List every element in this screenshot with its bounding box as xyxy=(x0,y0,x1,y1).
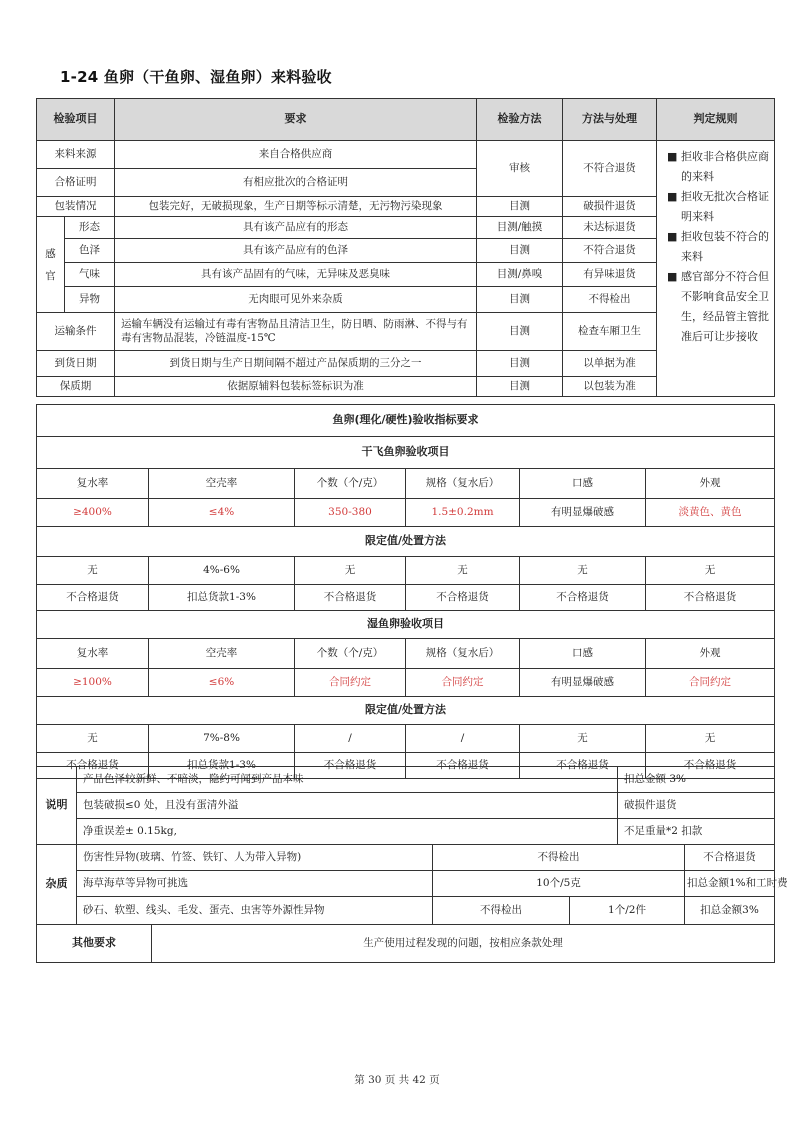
action-value: 扣总货款1-3% xyxy=(149,585,295,611)
method-cell: 目测 xyxy=(477,377,563,397)
standard-value: 有明显爆破感 xyxy=(520,499,646,527)
note-text: 包装破损≤0 处，且没有蛋清外溢 xyxy=(77,793,618,819)
col-header: 口感 xyxy=(520,639,646,669)
action-value: 不合格退货 xyxy=(646,585,775,611)
header-method: 检验方法 xyxy=(477,99,563,141)
limit-value: 无 xyxy=(295,557,406,585)
header-rules: 判定规则 xyxy=(657,99,775,141)
limit-value: 4%-6% xyxy=(149,557,295,585)
method-cell: 目测 xyxy=(477,313,563,351)
method-cell: 目测/触摸 xyxy=(477,217,563,239)
action-value: 不合格退货 xyxy=(520,585,646,611)
col-header: 空壳率 xyxy=(149,639,295,669)
note-action: 破损件退货 xyxy=(618,793,775,819)
col-header: 规格（复水后） xyxy=(406,469,520,499)
impurity-action: 不合格退货 xyxy=(685,845,775,871)
action-value: 不合格退货 xyxy=(520,753,646,779)
standard-value: 合同约定 xyxy=(295,669,406,697)
standard-value: 淡黄色、黄色 xyxy=(646,499,775,527)
impurity-label: 杂质 xyxy=(37,845,77,925)
impurity-text: 砂石、软塑、线头、毛发、蛋壳、虫害等外源性异物 xyxy=(77,897,433,925)
limit-value: 无 xyxy=(520,557,646,585)
note-action: 不足重量*2 扣款 xyxy=(618,819,775,845)
action-value: 不合格退货 xyxy=(37,585,149,611)
other-requirements-label: 其他要求 xyxy=(37,925,152,963)
requirement-cell: 有相应批次的合格证明 xyxy=(115,169,477,197)
notes-label: 说明 xyxy=(37,767,77,845)
limit-title: 限定值/处置方法 xyxy=(37,697,775,725)
handling-cell: 不得检出 xyxy=(563,287,657,313)
sensory-label: 感官 xyxy=(37,217,65,313)
note-action: 扣总金额 3% xyxy=(618,767,775,793)
standard-value: ≤4% xyxy=(149,499,295,527)
handling-cell: 检查车厢卫生 xyxy=(563,313,657,351)
impurity-text: 海草海草等异物可挑选 xyxy=(77,871,433,897)
requirement-cell: 来自合格供应商 xyxy=(115,141,477,169)
col-header: 外观 xyxy=(646,469,775,499)
col-header: 复水率 xyxy=(37,639,149,669)
standard-value: 1.5±0.2mm xyxy=(406,499,520,527)
bullet-icon: ■ xyxy=(667,270,678,283)
impurity-limit: 不得检出 xyxy=(433,897,570,925)
header-requirement: 要求 xyxy=(115,99,477,141)
limit-value: 7%-8% xyxy=(149,725,295,753)
requirement-cell: 无肉眼可见外来杂质 xyxy=(115,287,477,313)
item-label: 保质期 xyxy=(37,377,115,397)
limit-value: / xyxy=(295,725,406,753)
action-value: 不合格退货 xyxy=(295,753,406,779)
action-value: 不合格退货 xyxy=(295,585,406,611)
col-header: 空壳率 xyxy=(149,469,295,499)
page-footer: 第 30 页 共 42 页 xyxy=(354,1074,440,1086)
limit-value: 无 xyxy=(37,557,149,585)
action-value: 不合格退货 xyxy=(406,585,520,611)
document-title: 1-24 鱼卵（干鱼卵、湿鱼卵）来料验收 xyxy=(60,68,332,86)
note-text: 净重误差± 0.15kg, xyxy=(77,819,618,845)
handling-cell: 以单据为准 xyxy=(563,351,657,377)
method-cell: 目测/鼻嗅 xyxy=(477,263,563,287)
requirement-cell: 包装完好，无破损现象，生产日期等标示清楚，无污物污染现象 xyxy=(115,197,477,217)
inspection-table xyxy=(36,98,775,397)
standard-value: ≤6% xyxy=(149,669,295,697)
action-value: 不合格退货 xyxy=(646,753,775,779)
bullet-icon: ■ xyxy=(667,190,678,203)
impurity-limit-secondary: 1个/2件 xyxy=(570,897,685,925)
limit-value: 无 xyxy=(646,725,775,753)
item-label: 气味 xyxy=(65,263,115,287)
limit-value: 无 xyxy=(520,725,646,753)
standard-value: 合同约定 xyxy=(406,669,520,697)
handling-cell: 不符合退货 xyxy=(563,239,657,263)
impurity-action: 扣总金额1%和工时费 xyxy=(685,871,775,897)
handling-cell: 有异味退货 xyxy=(563,263,657,287)
item-label: 来料来源 xyxy=(37,141,115,169)
notes-table xyxy=(36,766,788,963)
other-requirements-text: 生产使用过程发现的问题，按相应条款处理 xyxy=(152,925,775,963)
requirement-cell: 依据原辅料包装标签标识为准 xyxy=(115,377,477,397)
handling-cell: 未达标退货 xyxy=(563,217,657,239)
indicator-table xyxy=(36,404,775,779)
col-header: 个数（个/克） xyxy=(295,469,406,499)
col-header: 规格（复水后） xyxy=(406,639,520,669)
section-title: 鱼卵(理化/硬性)验收指标要求 xyxy=(37,405,775,437)
wet-roe-title: 湿鱼卵验收项目 xyxy=(37,611,775,639)
impurity-text: 伤害性异物(玻璃、竹签、铁钉、人为带入异物) xyxy=(77,845,433,871)
col-header: 个数（个/克） xyxy=(295,639,406,669)
action-value: 不合格退货 xyxy=(37,753,149,779)
handling-cell: 不符合退货 xyxy=(563,141,657,197)
impurity-action: 扣总金额3% xyxy=(685,897,775,925)
col-header: 口感 xyxy=(520,469,646,499)
impurity-limit: 10个/5克 xyxy=(433,871,685,897)
bullet-icon: ■ xyxy=(667,230,678,243)
col-header: 外观 xyxy=(646,639,775,669)
note-text: 产品色泽较新鲜、不暗淡，隐约可闻到产品本味 xyxy=(77,767,618,793)
limit-value: / xyxy=(406,725,520,753)
handling-cell: 破损件退货 xyxy=(563,197,657,217)
action-value: 不合格退货 xyxy=(406,753,520,779)
method-cell: 目测 xyxy=(477,197,563,217)
limit-value: 无 xyxy=(646,557,775,585)
requirement-cell: 运输车辆没有运输过有毒有害物品且清洁卫生，防日晒、防雨淋、不得与有毒有害物品混装，冷链温度-15℃ xyxy=(115,313,477,351)
header-handling: 方法与处理 xyxy=(563,99,657,141)
rule-item: ■ 感官部分不符合但不影响食品安全卫生，经品管主管批准后可让步接收 xyxy=(667,267,770,347)
standard-value: 合同约定 xyxy=(646,669,775,697)
header-item: 检验项目 xyxy=(37,99,115,141)
item-label: 色泽 xyxy=(65,239,115,263)
method-cell: 目测 xyxy=(477,239,563,263)
requirement-cell: 到货日期与生产日期间隔不超过产品保质期的三分之一 xyxy=(115,351,477,377)
standard-value: 有明显爆破感 xyxy=(520,669,646,697)
rule-item: ■ 拒收包装不符合的来料 xyxy=(667,227,770,267)
method-cell: 目测 xyxy=(477,287,563,313)
handling-cell: 以包装为准 xyxy=(563,377,657,397)
impurity-limit: 不得检出 xyxy=(433,845,685,871)
action-value: 扣总货款1-3% xyxy=(149,753,295,779)
item-label: 运输条件 xyxy=(37,313,115,351)
method-cell: 目测 xyxy=(477,351,563,377)
bullet-icon: ■ xyxy=(667,150,678,163)
dry-roe-title: 干飞鱼卵验收项目 xyxy=(37,437,775,469)
standard-value: ≥400% xyxy=(37,499,149,527)
item-label: 到货日期 xyxy=(37,351,115,377)
item-label: 合格证明 xyxy=(37,169,115,197)
standard-value: ≥100% xyxy=(37,669,149,697)
limit-value: 无 xyxy=(406,557,520,585)
requirement-cell: 具有该产品应有的色泽 xyxy=(115,239,477,263)
col-header: 复水率 xyxy=(37,469,149,499)
limit-value: 无 xyxy=(37,725,149,753)
item-label: 包装情况 xyxy=(37,197,115,217)
limit-title: 限定值/处置方法 xyxy=(37,527,775,557)
rule-item: ■ 拒收非合格供应商的来料 xyxy=(667,147,770,187)
requirement-cell: 具有该产品应有的形态 xyxy=(115,217,477,239)
requirement-cell: 具有该产品固有的气味，无异味及恶臭味 xyxy=(115,263,477,287)
rule-item: ■ 拒收无批次合格证明来料 xyxy=(667,187,770,227)
judgement-rules xyxy=(657,141,775,397)
standard-value: 350-380 xyxy=(295,499,406,527)
method-cell: 审核 xyxy=(477,141,563,197)
item-label: 形态 xyxy=(65,217,115,239)
item-label: 异物 xyxy=(65,287,115,313)
